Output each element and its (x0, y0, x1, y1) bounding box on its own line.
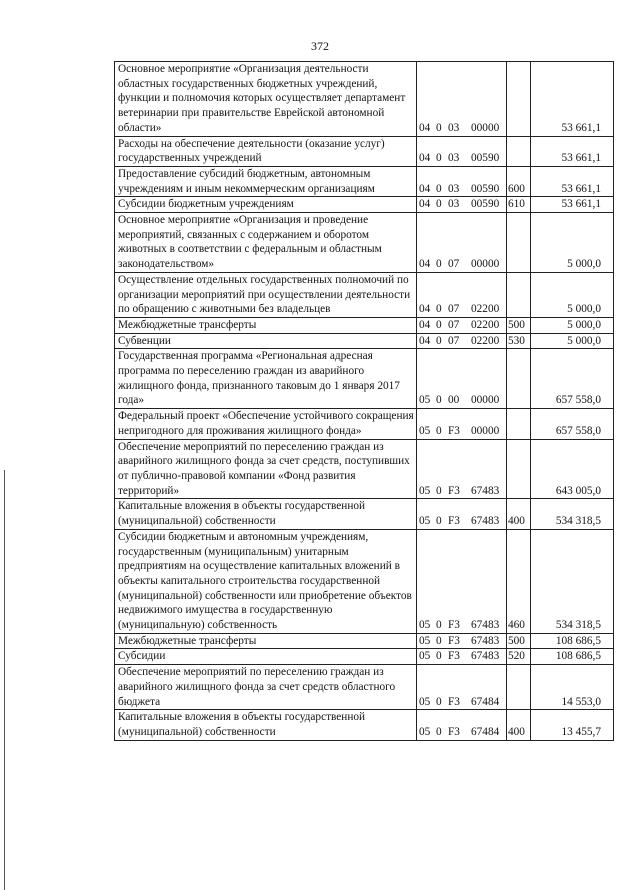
code-direction: 67483 (471, 484, 500, 497)
code-direction: 67483 (471, 515, 500, 528)
code-subprogram: 0 (436, 182, 442, 195)
row-target-code (417, 649, 507, 665)
page-number: 372 (311, 39, 329, 53)
code-direction: 00000 (471, 394, 500, 407)
row-target-code (417, 499, 507, 529)
row-name: Субсидии бюджетным учреждениям (115, 197, 417, 213)
table-row (115, 213, 614, 273)
row-name: Субсидии (115, 649, 417, 665)
row-target-code (417, 529, 507, 633)
code-direction: 00000 (471, 258, 500, 271)
code-direction: 67483 (471, 634, 500, 647)
code-event: F3 (448, 650, 460, 663)
table-row (115, 499, 614, 529)
row-amount: 108 686,5 (531, 633, 614, 649)
row-name: Капитальные вложения в объекты государственной (муниципальной) собственности (115, 499, 417, 529)
code-event: F3 (448, 695, 460, 708)
table-row (115, 166, 614, 196)
table-row (115, 349, 614, 409)
row-amount: 108 686,5 (531, 649, 614, 665)
row-target-code (417, 272, 507, 317)
code-subprogram: 0 (436, 318, 442, 331)
row-amount: 5 000,0 (531, 272, 614, 317)
row-amount: 53 661,1 (531, 136, 614, 166)
row-expense-type (507, 62, 531, 137)
row-name: Капитальные вложения в объекты государственной (муниципальной) собственности (115, 710, 417, 740)
row-name: Субсидии бюджетным и автономным учреждениям, государственным (муниципальным) унитарным предприятиям на осуществление капитальных вложений в объекты капитального строительства государственной (муниципальной) собственности или приобретение объектов недвижимого имущества в государственную (муниципальную) собственность (115, 529, 417, 633)
row-name: Предоставление субсидий бюджетным, автономным учреждениям и иным некоммерческим организациям (115, 166, 417, 196)
code-program: 05 (419, 394, 431, 407)
code-event: 07 (448, 334, 460, 347)
row-amount: 657 558,0 (531, 349, 614, 409)
code-program: 05 (419, 695, 431, 708)
code-subprogram: 0 (436, 725, 442, 738)
code-event: 03 (448, 121, 460, 134)
row-name: Государственная программа «Региональная адресная программа по переселению граждан из аварийного жилищного фонда, признанного таковым до 1 января 2017 года» (115, 349, 417, 409)
row-target-code (417, 633, 507, 649)
code-direction: 00000 (471, 424, 500, 437)
row-target-code (417, 213, 507, 273)
row-expense-type (507, 349, 531, 409)
row-expense-type: 400 (507, 499, 531, 529)
code-direction: 00590 (471, 182, 500, 195)
row-amount: 53 661,1 (531, 197, 614, 213)
row-target-code (417, 409, 507, 439)
code-subprogram: 0 (436, 303, 442, 316)
code-program: 05 (419, 634, 431, 647)
row-expense-type (507, 272, 531, 317)
code-program: 04 (419, 258, 431, 271)
row-target-code (417, 710, 507, 740)
table-row (115, 136, 614, 166)
code-direction: 67483 (471, 619, 500, 632)
code-event: 07 (448, 258, 460, 271)
budget-table-body (115, 62, 614, 741)
table-row (115, 633, 614, 649)
row-target-code (417, 439, 507, 499)
row-amount: 534 318,5 (531, 499, 614, 529)
row-expense-type: 610 (507, 197, 531, 213)
row-name: Субвенции (115, 333, 417, 349)
row-target-code (417, 349, 507, 409)
row-expense-type (507, 136, 531, 166)
table-row (115, 272, 614, 317)
code-direction: 02200 (471, 334, 500, 347)
row-amount: 53 661,1 (531, 62, 614, 137)
row-amount: 534 318,5 (531, 529, 614, 633)
row-target-code (417, 665, 507, 710)
code-event: 03 (448, 198, 460, 211)
table-row (115, 197, 614, 213)
row-name: Расходы на обеспечение деятельности (оказание услуг) государственных учреждений (115, 136, 417, 166)
row-target-code (417, 333, 507, 349)
code-program: 04 (419, 318, 431, 331)
code-program: 05 (419, 619, 431, 632)
row-amount: 14 553,0 (531, 665, 614, 710)
row-expense-type: 500 (507, 317, 531, 333)
code-event: F3 (448, 515, 460, 528)
row-name: Межбюджетные трансферты (115, 317, 417, 333)
row-expense-type: 460 (507, 529, 531, 633)
row-amount: 5 000,0 (531, 333, 614, 349)
code-subprogram: 0 (436, 484, 442, 497)
code-program: 05 (419, 515, 431, 528)
row-amount: 5 000,0 (531, 317, 614, 333)
code-subprogram: 0 (436, 619, 442, 632)
row-expense-type: 520 (507, 649, 531, 665)
row-expense-type (507, 409, 531, 439)
code-program: 04 (419, 334, 431, 347)
scan-edge-line (4, 470, 5, 890)
row-amount: 53 661,1 (531, 166, 614, 196)
code-direction: 00000 (471, 121, 500, 134)
code-event: 00 (448, 394, 460, 407)
code-direction: 00590 (471, 198, 500, 211)
code-program: 05 (419, 650, 431, 663)
row-amount: 657 558,0 (531, 409, 614, 439)
code-program: 04 (419, 121, 431, 134)
table-row (115, 333, 614, 349)
code-event: 07 (448, 303, 460, 316)
code-subprogram: 0 (436, 394, 442, 407)
row-amount: 5 000,0 (531, 213, 614, 273)
code-subprogram: 0 (436, 515, 442, 528)
code-program: 05 (419, 424, 431, 437)
code-subprogram: 0 (436, 334, 442, 347)
row-name: Осуществление отдельных государственных полномочий по организации мероприятий при осуществлении деятельности по обращению с животными без владельцев (115, 272, 417, 317)
code-direction: 02200 (471, 303, 500, 316)
table-row (115, 529, 614, 633)
row-amount: 643 005,0 (531, 439, 614, 499)
row-name: Обеспечение мероприятий по переселению граждан из аварийного жилищного фонда за счет средств областного бюджета (115, 665, 417, 710)
row-name: Основное мероприятие «Организация и проведение мероприятий, связанных с содержанием и оборотом животных в соответствии с федеральным и областным законодательством» (115, 213, 417, 273)
code-event: 07 (448, 318, 460, 331)
code-direction: 67484 (471, 725, 500, 738)
code-program: 05 (419, 725, 431, 738)
code-subprogram: 0 (436, 198, 442, 211)
row-target-code (417, 136, 507, 166)
row-expense-type: 400 (507, 710, 531, 740)
code-program: 05 (419, 484, 431, 497)
table-row (115, 317, 614, 333)
code-event: 03 (448, 182, 460, 195)
row-expense-type (507, 439, 531, 499)
code-subprogram: 0 (436, 424, 442, 437)
table-row (115, 409, 614, 439)
code-subprogram: 0 (436, 258, 442, 271)
row-name: Межбюджетные трансферты (115, 633, 417, 649)
row-expense-type (507, 213, 531, 273)
row-amount: 13 455,7 (531, 710, 614, 740)
row-expense-type: 530 (507, 333, 531, 349)
code-direction: 67483 (471, 650, 500, 663)
table-row (115, 439, 614, 499)
row-expense-type (507, 665, 531, 710)
code-subprogram: 0 (436, 634, 442, 647)
row-name: Федеральный проект «Обеспечение устойчивого сокращения непригодного для проживания жилищного фонда» (115, 409, 417, 439)
code-subprogram: 0 (436, 650, 442, 663)
code-event: 03 (448, 152, 460, 165)
code-event: F3 (448, 424, 460, 437)
code-program: 04 (419, 182, 431, 195)
code-direction: 02200 (471, 318, 500, 331)
table-row (115, 62, 614, 137)
code-direction: 00590 (471, 152, 500, 165)
code-event: F3 (448, 725, 460, 738)
code-event: F3 (448, 634, 460, 647)
table-row (115, 665, 614, 710)
code-subprogram: 0 (436, 121, 442, 134)
row-target-code (417, 166, 507, 196)
code-program: 04 (419, 198, 431, 211)
row-expense-type: 500 (507, 633, 531, 649)
row-target-code (417, 197, 507, 213)
code-program: 04 (419, 152, 431, 165)
code-subprogram: 0 (436, 152, 442, 165)
code-event: F3 (448, 484, 460, 497)
budget-table (114, 61, 614, 741)
table-row (115, 710, 614, 740)
code-direction: 67484 (471, 695, 500, 708)
table-row (115, 649, 614, 665)
row-target-code (417, 317, 507, 333)
code-program: 04 (419, 303, 431, 316)
code-event: F3 (448, 619, 460, 632)
row-target-code (417, 62, 507, 137)
code-subprogram: 0 (436, 695, 442, 708)
row-name: Обеспечение мероприятий по переселению граждан из аварийного жилищного фонда за счет средств, поступивших от публично-правовой компании «Фонд развития территорий» (115, 439, 417, 499)
row-expense-type: 600 (507, 166, 531, 196)
row-name: Основное мероприятие «Организация деятельности областных государственных бюджетных учреждений, функции и полномочия которых осуществляет департамент ветеринарии при правительстве Еврейской автономной области» (115, 62, 417, 137)
